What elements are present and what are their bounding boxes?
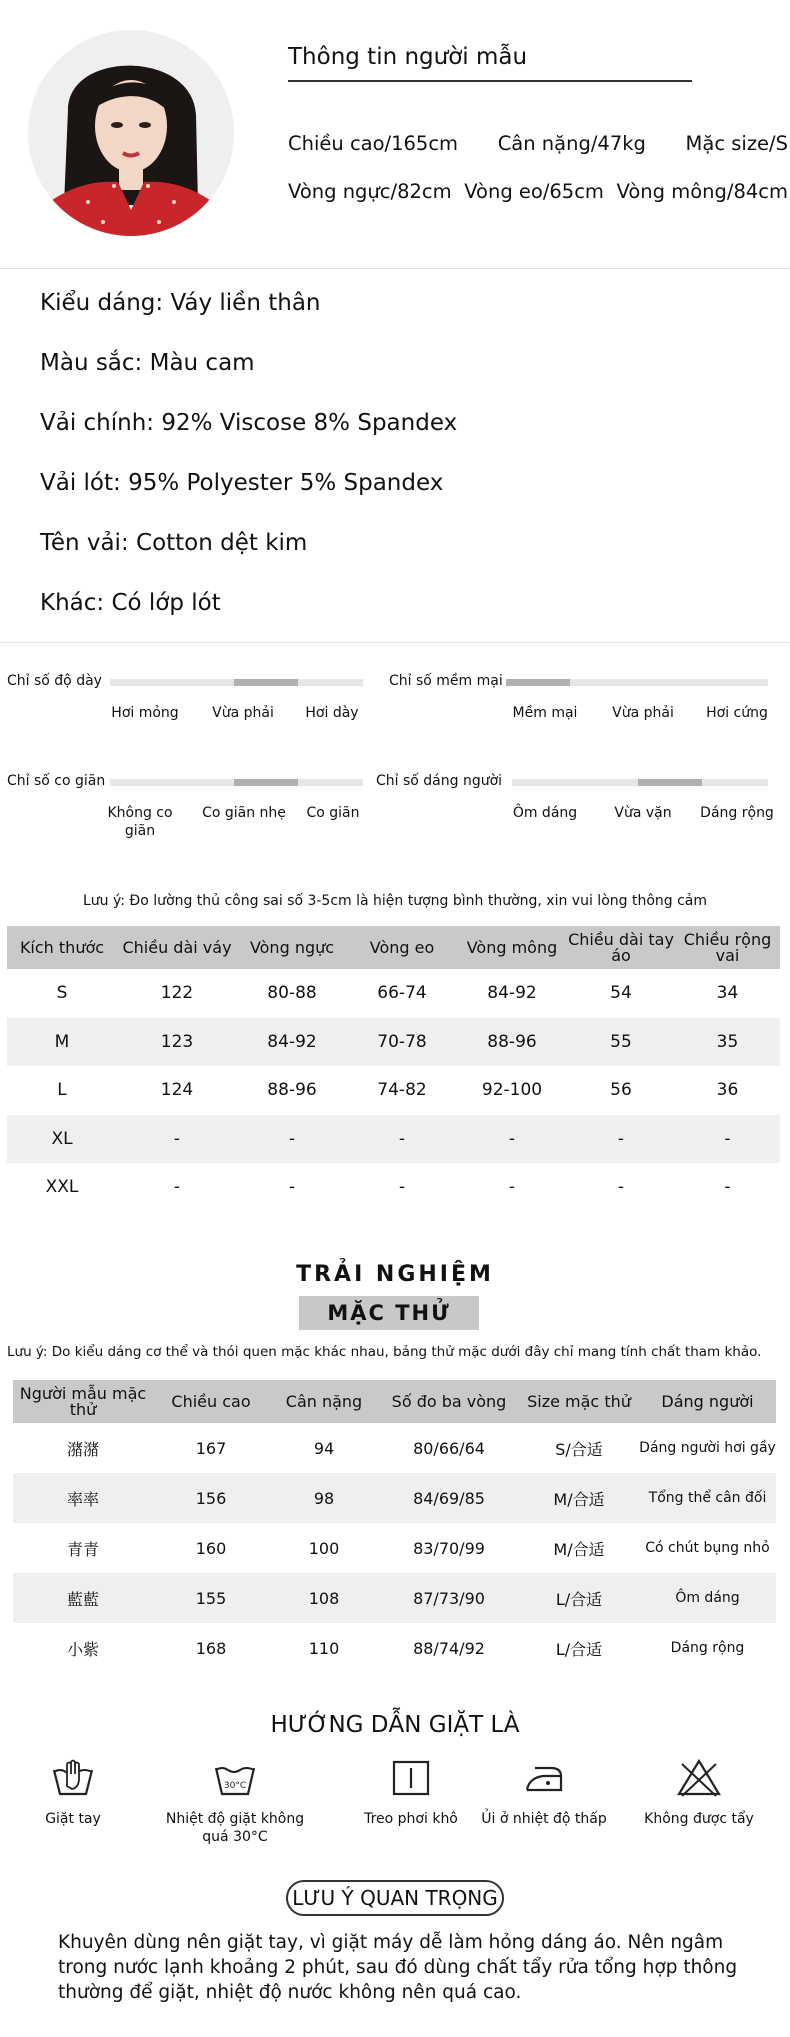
indicator-level xyxy=(234,679,298,686)
table-cell: 55 xyxy=(567,1018,675,1067)
model-info-section xyxy=(0,0,790,268)
title-underline xyxy=(288,80,692,82)
wash-item-hand-wash xyxy=(0,1758,148,1828)
model-weight: Cân nặng/47kg xyxy=(497,132,646,155)
table-cell: 藍藍 xyxy=(13,1573,153,1623)
table-row xyxy=(13,1573,776,1623)
table-cell: 34 xyxy=(675,969,780,1018)
indicator-label: Chỉ số độ dày xyxy=(7,673,102,689)
wash-item-no-bleach xyxy=(624,1758,774,1828)
table-cell: M/合适 xyxy=(519,1473,639,1523)
table-cell: 100 xyxy=(269,1523,379,1573)
table-cell: Dáng người hơi gầy xyxy=(639,1423,776,1473)
table-cell: 155 xyxy=(153,1573,269,1623)
table-cell: 88-96 xyxy=(237,1066,347,1115)
column-header: Size mặc thử xyxy=(519,1380,639,1423)
column-header: Vòng ngực xyxy=(237,926,347,969)
indicator-option: Vừa vặn xyxy=(614,805,672,821)
table-row xyxy=(7,1163,780,1212)
table-cell: - xyxy=(675,1115,780,1164)
indicator-track xyxy=(512,779,768,786)
table-cell: XL xyxy=(7,1115,117,1164)
column-header: Người mẫu mặc thử xyxy=(13,1380,153,1423)
table-cell: 66-74 xyxy=(347,969,457,1018)
indicator-option: Ôm dáng xyxy=(512,805,578,821)
table-cell: M xyxy=(7,1018,117,1067)
table-cell: Tổng thể cân đối xyxy=(639,1473,776,1523)
table-cell: 54 xyxy=(567,969,675,1018)
table-cell: L xyxy=(7,1066,117,1115)
table-cell: - xyxy=(457,1163,567,1212)
indicator-option: Hơi mỏng xyxy=(111,705,179,721)
table-row xyxy=(7,1018,780,1067)
indicator-level xyxy=(234,779,298,786)
table-cell: L/合适 xyxy=(519,1623,639,1673)
table-row xyxy=(7,969,780,1018)
table-cell: 94 xyxy=(269,1423,379,1473)
column-header: Chiều dài váy xyxy=(117,926,237,969)
table-row xyxy=(13,1473,776,1523)
table-cell: - xyxy=(567,1163,675,1212)
table-cell: 青青 xyxy=(13,1523,153,1573)
attr-color: Màu sắc: Màu cam xyxy=(40,350,255,376)
column-header: Chiều dài tay áo xyxy=(567,926,675,969)
table-cell: 156 xyxy=(153,1473,269,1523)
wash-label: Treo phơi khô xyxy=(364,1811,458,1827)
table-cell: Có chút bụng nhỏ xyxy=(639,1523,776,1573)
table-cell: 83/70/99 xyxy=(379,1523,519,1573)
table-cell: - xyxy=(237,1115,347,1164)
table-cell: 35 xyxy=(675,1018,780,1067)
indicator-option: Hơi cứng xyxy=(706,705,768,721)
table-row xyxy=(13,1523,776,1573)
table-cell: 率率 xyxy=(13,1473,153,1523)
table-row xyxy=(7,1066,780,1115)
product-attributes xyxy=(40,290,457,650)
column-header: Chiều rộng vai xyxy=(675,926,780,969)
table-cell: 80-88 xyxy=(237,969,347,1018)
model-bust: Vòng ngực/82cm xyxy=(288,180,452,203)
indicator-option: Dáng rộng xyxy=(700,805,774,821)
indicator-track xyxy=(110,779,363,786)
wash-guide-title: HƯỚNG DẪN GIẶT LÀ xyxy=(270,1712,520,1738)
table-cell: 123 xyxy=(117,1018,237,1067)
table-cell: - xyxy=(567,1115,675,1164)
table-row xyxy=(13,1423,776,1473)
table-cell: 88-96 xyxy=(457,1018,567,1067)
line-dry-icon xyxy=(388,1758,434,1798)
wash-label: Ủi ở nhiệt độ thấp xyxy=(481,1811,607,1827)
indicator-option: Co giãn nhẹ xyxy=(202,805,286,821)
table-cell: 56 xyxy=(567,1066,675,1115)
model-info-title: Thông tin người mẫu xyxy=(288,44,528,70)
table-cell: 87/73/90 xyxy=(379,1573,519,1623)
attr-main-fabric: Vải chính: 92% Viscose 8% Spandex xyxy=(40,410,458,436)
column-header: Dáng người xyxy=(639,1380,776,1423)
table-cell: 潴潴 xyxy=(13,1423,153,1473)
model-size: Mặc size/S xyxy=(685,132,788,155)
indicator-label: Chỉ số co giãn xyxy=(7,773,106,789)
indicator-label: Chỉ số mềm mại xyxy=(389,673,503,689)
indicator-option: Mềm mại xyxy=(512,705,578,721)
table-cell: 124 xyxy=(117,1066,237,1115)
table-cell: 108 xyxy=(269,1573,379,1623)
section-divider xyxy=(0,268,790,269)
try-on-table xyxy=(13,1380,776,1673)
column-header: Vòng mông xyxy=(457,926,567,969)
table-cell: M/合适 xyxy=(519,1523,639,1573)
column-header: Số đo ba vòng xyxy=(379,1380,519,1423)
table-cell: - xyxy=(347,1115,457,1164)
column-header: Vòng eo xyxy=(347,926,457,969)
table-cell: - xyxy=(117,1163,237,1212)
indicator-level xyxy=(506,679,570,686)
indicator-option: Không co giãn xyxy=(107,805,173,839)
table-cell: 84-92 xyxy=(237,1018,347,1067)
important-note-badge: LƯU Ý QUAN TRỌNG xyxy=(286,1880,504,1916)
model-photo xyxy=(28,30,234,236)
section-divider xyxy=(0,642,790,643)
attr-lining: Vải lót: 95% Polyester 5% Spandex xyxy=(40,470,444,496)
important-note-text: Khuyên dùng nên giặt tay, vì giặt máy dễ làm hỏng dáng áo. Nên ngâm trong nước lạnh khoảng 2 phút, sau đó dùng chất tẩy rửa tổng hợp thông thường để giặt, nhiệt độ nước không nên quá cao. xyxy=(58,1932,738,2003)
indicator-track xyxy=(110,679,363,686)
no-bleach-icon xyxy=(676,1758,722,1798)
try-on-subheading: MẶC THỬ xyxy=(299,1296,479,1330)
indicator-label: Chỉ số dáng người xyxy=(376,773,503,789)
table-cell: - xyxy=(675,1163,780,1212)
svg-text:30°C: 30°C xyxy=(223,1781,247,1791)
table-row xyxy=(7,1115,780,1164)
try-on-heading: TRẢI NGHIỆM xyxy=(296,1262,494,1287)
wash-30c-icon xyxy=(212,1758,258,1798)
table-cell: - xyxy=(117,1115,237,1164)
table-cell: - xyxy=(457,1115,567,1164)
indicator-option: Vừa phải xyxy=(212,705,274,721)
table-cell: 36 xyxy=(675,1066,780,1115)
column-header: Kích thước xyxy=(7,926,117,969)
wash-label: Không được tẩy xyxy=(644,1811,754,1827)
attr-other: Khác: Có lớp lót xyxy=(40,590,221,616)
measure-note: Lưu ý: Đo lường thủ công sai số 3-5cm là hiện tượng bình thường, xin vui lòng thông cảm xyxy=(82,893,708,909)
size-table xyxy=(7,926,780,1212)
table-cell: 167 xyxy=(153,1423,269,1473)
table-cell: 122 xyxy=(117,969,237,1018)
table-cell: 160 xyxy=(153,1523,269,1573)
model-stats-row-1 xyxy=(288,132,788,155)
hand-wash-icon xyxy=(50,1758,96,1798)
table-cell: Ôm dáng xyxy=(639,1573,776,1623)
wash-label: Nhiệt độ giặt không quá 30°C xyxy=(165,1811,305,1845)
iron-low-icon xyxy=(521,1758,567,1798)
wash-item-30c xyxy=(160,1758,310,1846)
indicator-option: Co giãn xyxy=(306,805,360,821)
table-row xyxy=(13,1623,776,1673)
table-cell: Dáng rộng xyxy=(639,1623,776,1673)
table-cell: - xyxy=(347,1163,457,1212)
model-height: Chiều cao/165cm xyxy=(288,132,459,155)
column-header: Chiều cao xyxy=(153,1380,269,1423)
table-cell: 小紫 xyxy=(13,1623,153,1673)
size-table-header xyxy=(7,926,780,969)
try-table-header xyxy=(13,1380,776,1423)
attr-fabric-name: Tên vải: Cotton dệt kim xyxy=(40,530,308,556)
model-hip: Vòng mông/84cm xyxy=(616,180,788,203)
indicator-option: Vừa phải xyxy=(612,705,674,721)
indicator-track xyxy=(506,679,768,686)
table-cell: S xyxy=(7,969,117,1018)
table-cell: S/合适 xyxy=(519,1423,639,1473)
table-cell: 80/66/64 xyxy=(379,1423,519,1473)
try-on-note: Lưu ý: Do kiểu dáng cơ thể và thói quen mặc khác nhau, bảng thử mặc dưới đây chỉ mang tính chất tham khảo. xyxy=(7,1344,762,1360)
model-stats-row-2 xyxy=(288,180,788,203)
wash-item-line-dry xyxy=(336,1758,486,1828)
table-cell: 70-78 xyxy=(347,1018,457,1067)
table-cell: 98 xyxy=(269,1473,379,1523)
table-cell: 110 xyxy=(269,1623,379,1673)
column-header: Cân nặng xyxy=(269,1380,379,1423)
wash-label: Giặt tay xyxy=(45,1811,101,1827)
table-cell: 88/74/92 xyxy=(379,1623,519,1673)
indicator-level xyxy=(638,779,702,786)
table-cell: 84/69/85 xyxy=(379,1473,519,1523)
table-cell: 74-82 xyxy=(347,1066,457,1115)
model-waist: Vòng eo/65cm xyxy=(464,180,604,203)
table-cell: XXL xyxy=(7,1163,117,1212)
indicator-option: Hơi dày xyxy=(305,705,359,721)
table-cell: 84-92 xyxy=(457,969,567,1018)
wash-item-iron xyxy=(469,1758,619,1828)
table-cell: 92-100 xyxy=(457,1066,567,1115)
table-cell: L/合适 xyxy=(519,1573,639,1623)
attr-style: Kiểu dáng: Váy liền thân xyxy=(40,290,321,316)
table-cell: 168 xyxy=(153,1623,269,1673)
table-cell: - xyxy=(237,1163,347,1212)
